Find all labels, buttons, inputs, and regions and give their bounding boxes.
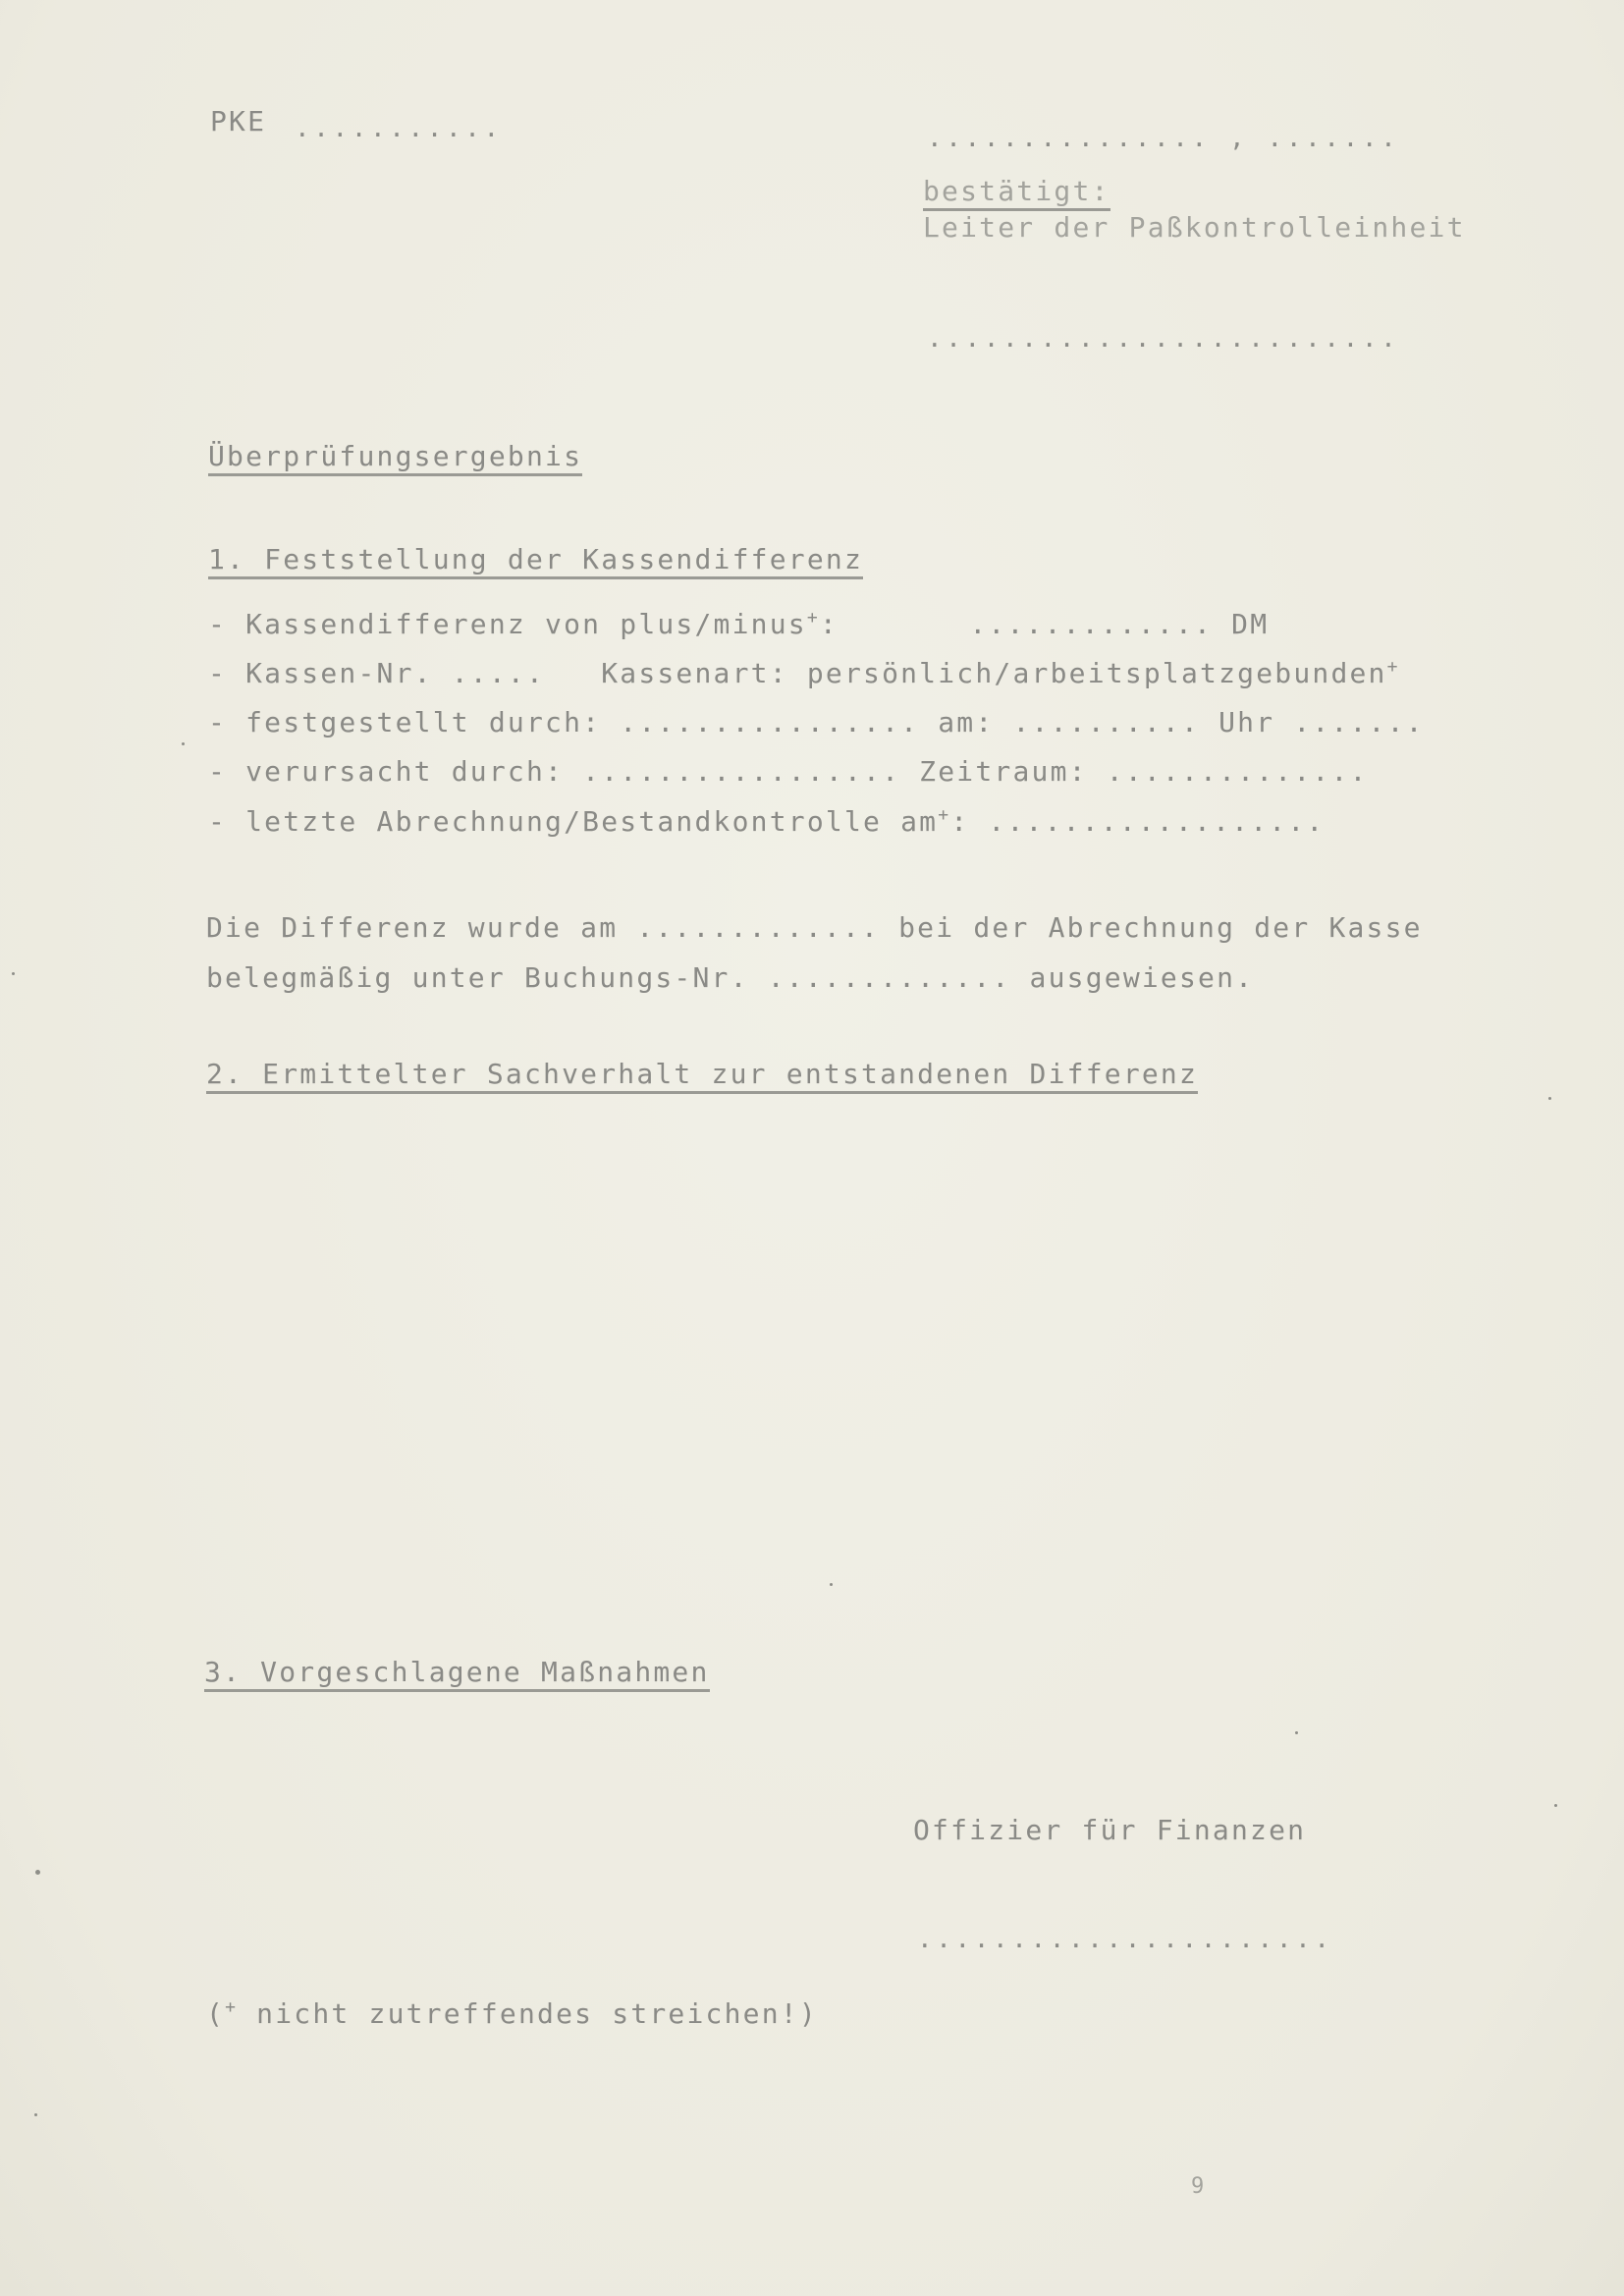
letzte-abrechnung-row: - letzte Abrechnung/Bestandkontrolle am+: .................. bbox=[208, 804, 1326, 838]
paper-speck bbox=[1548, 1097, 1551, 1100]
paper-speck bbox=[1554, 1804, 1557, 1807]
section-3-heading: 3. Vorgeschlagene Maßnahmen bbox=[204, 1656, 710, 1689]
verursacht-row: - verursacht durch: ................. Zeitraum: .............. bbox=[208, 755, 1369, 788]
paper-speck bbox=[35, 1870, 40, 1875]
paper-speck bbox=[12, 972, 15, 975]
paper-speck bbox=[1295, 1731, 1298, 1734]
footnote: (+ nicht zutreffendes streichen!) bbox=[206, 1996, 818, 2030]
page-mark: 9 bbox=[1191, 2174, 1207, 2199]
signoff-role: Offizier für Finanzen bbox=[913, 1814, 1307, 1846]
paper-speck bbox=[34, 2113, 37, 2116]
differenz-row: - Kassendifferenz von plus/minus+: ............. DM bbox=[208, 607, 1270, 640]
paper-speck bbox=[182, 742, 185, 745]
section-1-heading: 1. Feststellung der Kassendifferenz bbox=[208, 543, 863, 576]
unit-label: PKE bbox=[210, 105, 267, 137]
section-2-heading: 2. Ermittelter Sachverhalt zur entstandenen Differenz bbox=[206, 1058, 1198, 1091]
paragraph-line-2: belegmäßig unter Buchungs-Nr. ............. ausgewiesen. bbox=[206, 961, 1255, 994]
confirmation-signature-line: ......................... bbox=[927, 324, 1400, 354]
place-date-fill-line: ............... , ....... bbox=[927, 124, 1400, 153]
confirmed-label: bestätigt: bbox=[923, 175, 1110, 208]
signoff-signature-line: ...................... bbox=[917, 1925, 1333, 1954]
paper-speck bbox=[830, 1583, 833, 1586]
unit-fill-line: ........... bbox=[295, 114, 503, 143]
page-title: Überprüfungsergebnis bbox=[208, 440, 582, 473]
confirmed-role: Leiter der Paßkontrolleinheit bbox=[923, 211, 1466, 244]
festgestellt-row: - festgestellt durch: ................ am: .......... Uhr ....... bbox=[208, 706, 1425, 738]
kassen-nr-row: - Kassen-Nr. ..... Kassenart: persönlich/arbeitsplatzgebunden+ bbox=[208, 656, 1400, 689]
paragraph-line-1: Die Differenz wurde am ............. bei der Abrechnung der Kasse bbox=[206, 911, 1423, 944]
